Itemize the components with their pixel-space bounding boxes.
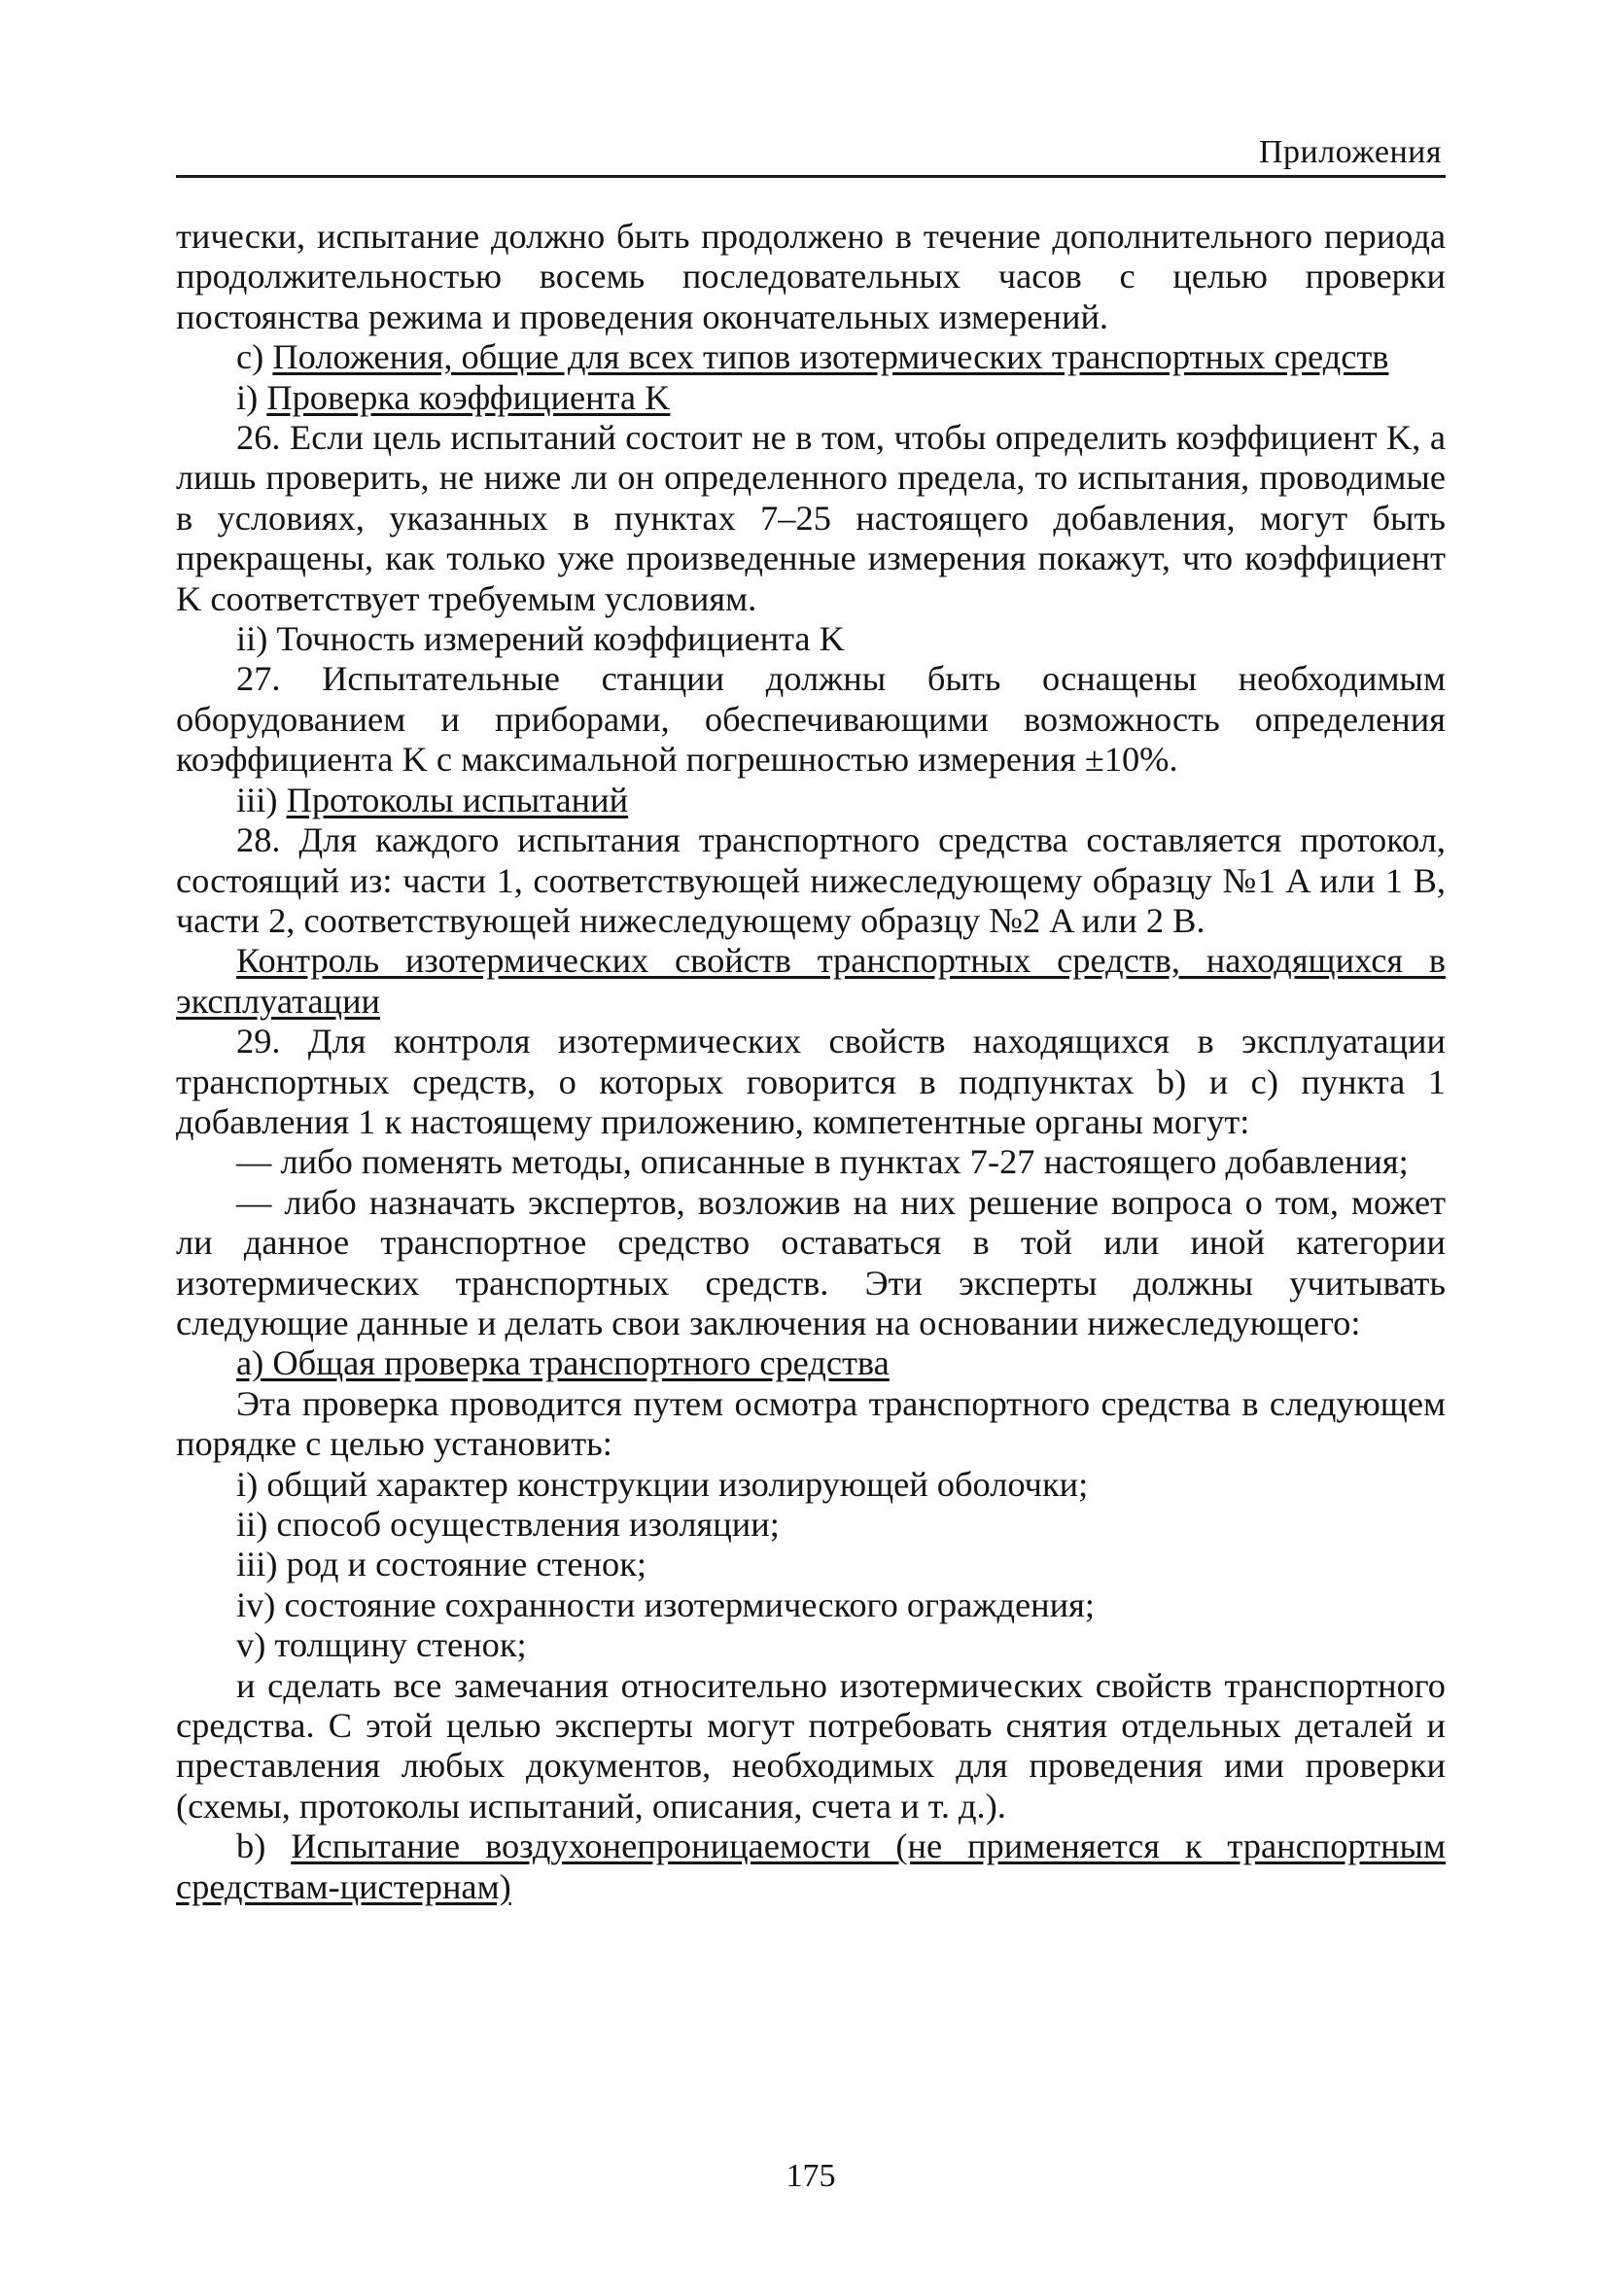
subsection-b-title: Испытание воздухонепроницаемости (не применяется к транспортным средствам-цистернам) <box>176 1826 1446 1906</box>
subsection-ii-heading: ii) Точность измерений коэффициента K <box>236 619 845 659</box>
subsection-iii-marker: iii) <box>236 780 287 819</box>
control-heading <box>176 941 1446 1022</box>
paragraph-28: 28. Для каждого испытания транспортного средства составляется протокол, состоящий из: части 1, соответствующей нижеследующему образцу №1 A или 1 B, части 2, соответствующей нижеследующему образцу №2 A или 2 B. <box>176 820 1446 940</box>
subsection-i-heading <box>176 378 1446 418</box>
subsection-i-title: Проверка коэффициента K <box>266 377 671 417</box>
control-heading-text: Контроль изотермических свойств транспортных средств, находящихся в эксплуатации <box>176 941 1446 1021</box>
list-item-ii: ii) способ осуществления изоляции; <box>236 1505 780 1544</box>
subsection-b-heading <box>176 1826 1446 1907</box>
paragraph-27: 27. Испытательные станции должны быть оснащены необходимым оборудованием и приборами, обеспечивающими возможность определения коэффициента K с максимальной погрешностью измерения ±10%. <box>176 659 1446 780</box>
paragraph-26: 26. Если цель испытаний состоит не в том, чтобы определить коэффициент K, а лишь проверить, не ниже ли он определенного предела, то испытания, проводимые в условиях, указанных в пунктах 7–25 настоящего добавления, могут быть прекращены, как только уже произведенные измерения покажут, что коэффициент K соответствует требуемым условиям. <box>176 418 1446 618</box>
running-header <box>176 117 1446 178</box>
dash-item-methods: — либо поменять методы, описанные в пунктах 7-27 настоящего добавления; <box>236 1142 1409 1182</box>
running-title: Приложения <box>1258 134 1442 170</box>
section-c-heading <box>176 337 1446 377</box>
final-paragraph: и сделать все замечания относительно изотермических свойств транспортного средства. С этой целью эксперты могут потребовать снятия отдельных деталей и преставления любых документов, необходимых для проведения ими проверки (схемы, протоколы испытаний, описания, счета и т. д.). <box>176 1665 1446 1826</box>
list-item-iv: iv) состояние сохранности изотермического ограждения; <box>236 1584 1095 1624</box>
list-item-iii: iii) род и состояние стенок; <box>236 1545 647 1584</box>
subsection-b-marker: b) <box>236 1826 292 1866</box>
page-number: 175 <box>786 2158 836 2194</box>
section-c-marker: с) <box>236 337 273 377</box>
paragraph-29: 29. Для контроля изотермических свойств находящихся в эксплуатации транспортных средств, о которых говорится в подпунктах b) и c) пункта 1 добавления 1 к настоящему приложению, компетентные органы могут: <box>176 1022 1446 1141</box>
subsection-iii-heading <box>176 781 1446 820</box>
subsection-a-title: a) Общая проверка транспортного средства <box>236 1343 890 1383</box>
body-text <box>176 217 1446 1907</box>
document-page <box>176 0 1446 2296</box>
subsection-i-marker: i) <box>236 377 267 417</box>
subsection-iii-title: Протоколы испытаний <box>286 780 629 819</box>
list-item-i: i) общий характер конструкции изолирующей оболочки; <box>236 1464 1089 1504</box>
dash-item-experts: — либо назначать экспертов, возложив на них решение вопроса о том, может ли данное транспортное средство оставаться в той или иной категории изотермических транспортных средств. Эти эксперты должны учитывать следующие данные и делать свои заключения на основании нижеследующего: <box>176 1182 1446 1342</box>
section-c-title: Положения, общие для всех типов изотермических транспортных средств <box>272 337 1389 377</box>
subsection-a-text: Эта проверка проводится путем осмотра транспортного средства в следующем порядке с целью установить: <box>176 1383 1446 1464</box>
subsection-a-heading <box>176 1343 1446 1383</box>
list-item-v: v) толщину стенок; <box>236 1625 527 1665</box>
paragraph-continuation: тически, испытание должно быть продолжено в течение дополнительного периода продолжительностью восемь последовательных часов с целью проверки постоянства режима и проведения окончательных измерений. <box>176 217 1446 336</box>
